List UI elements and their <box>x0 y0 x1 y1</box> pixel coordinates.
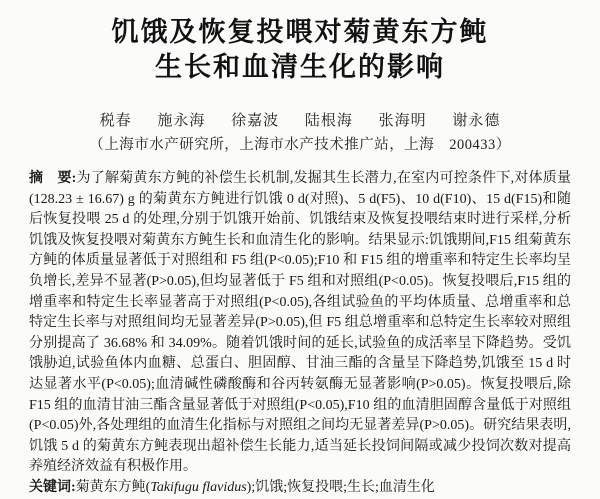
author-name: 张海明 <box>378 113 427 129</box>
keywords-text-pre: 菊黄东方鲀( <box>75 479 151 495</box>
author-name: 谢永德 <box>452 113 501 129</box>
author-name: 徐嘉波 <box>231 113 280 129</box>
paper-title <box>0 0 600 85</box>
keywords-text-post: );饥饿;恢复投喂;生长;血清生化 <box>246 479 435 495</box>
paper-title-line2: 生长和血清生化的影响 <box>155 52 445 82</box>
keywords-line <box>29 478 571 499</box>
authors-line <box>0 109 600 130</box>
paper-title-line1: 饥饿及恢复投喂对菊黄东方鲀 <box>111 17 489 47</box>
author-name: 陆根海 <box>304 113 353 129</box>
author-name: 税春 <box>99 113 132 129</box>
abstract-paragraph <box>29 169 571 478</box>
affiliation-line: （上海市水产研究所，上海市水产技术推广站，上海 200433） <box>89 137 511 153</box>
keywords-species-latin: Takifugu flavidus <box>150 479 247 495</box>
author-name: 施永海 <box>157 113 206 129</box>
abstract-text: 为了解菊黄东方鲀的补偿生长机制,发掘其生长潜力,在室内可控条件下,对体质量(128.23 ± 16.67) g 的菊黄东方鲀进行饥饿 0 d(对照)、5 d(F5)、10 d(F10)、15 d(F15)和随后恢复投喂 25 d 的处理,分别于饥饿开始前、饥饿结束及恢复投喂结束时进行采样,分析饥饿及恢复投喂对菊黄东方鲀生长和血清生化的影响。结果显示:饥饿期间,F15 组菊黄东方鲀的体质量显著低于对照组和 F5 组(P<0.05);F10 和 F15 组的增重率和特定生长率均呈负增长,差异不显著(P>0.05),但均显著低于 F5 组和对照组(P<0.05)。恢复投喂后,F15 组的增重率和特定生长率显著高于对照组(P<0.05),各组试验鱼的平均体质量、总增重率和总特定生长率与对照组间均无显著差异(P>0.05),但 F5 组总增重率和总特定生长率较对照组分别提高了 36.68% 和 34.09%。随着饥饿时间的延长,试验鱼的成活率呈下降趋势。受饥饿胁迫,试验鱼体内血糖、总蛋白、胆固醇、甘油三酯的含量呈下降趋势,饥饿至 15 d 时达显著水平(P<0.05);血清碱性磷酸酶和谷丙转氨酶无显著影响(P>0.05)。恢复投喂后,除 F15 组的血清甘油三酯含量显著低于对照组(P<0.05),F10 组的血清胆固醇含量低于对照组(P<0.05)外,各处理组的血清生化指标与对照组之间均无显著差异(P>0.05)。研究结果表明,饥饿 5 d 的菊黄东方鲀表现出超补偿生长能力,适当延长投饲间隔或减少投饲次数对提高养殖经济效益有积极作用。 <box>29 171 571 475</box>
abstract-label: 摘 要: <box>29 171 77 186</box>
keywords-label: 关键词: <box>29 479 76 495</box>
